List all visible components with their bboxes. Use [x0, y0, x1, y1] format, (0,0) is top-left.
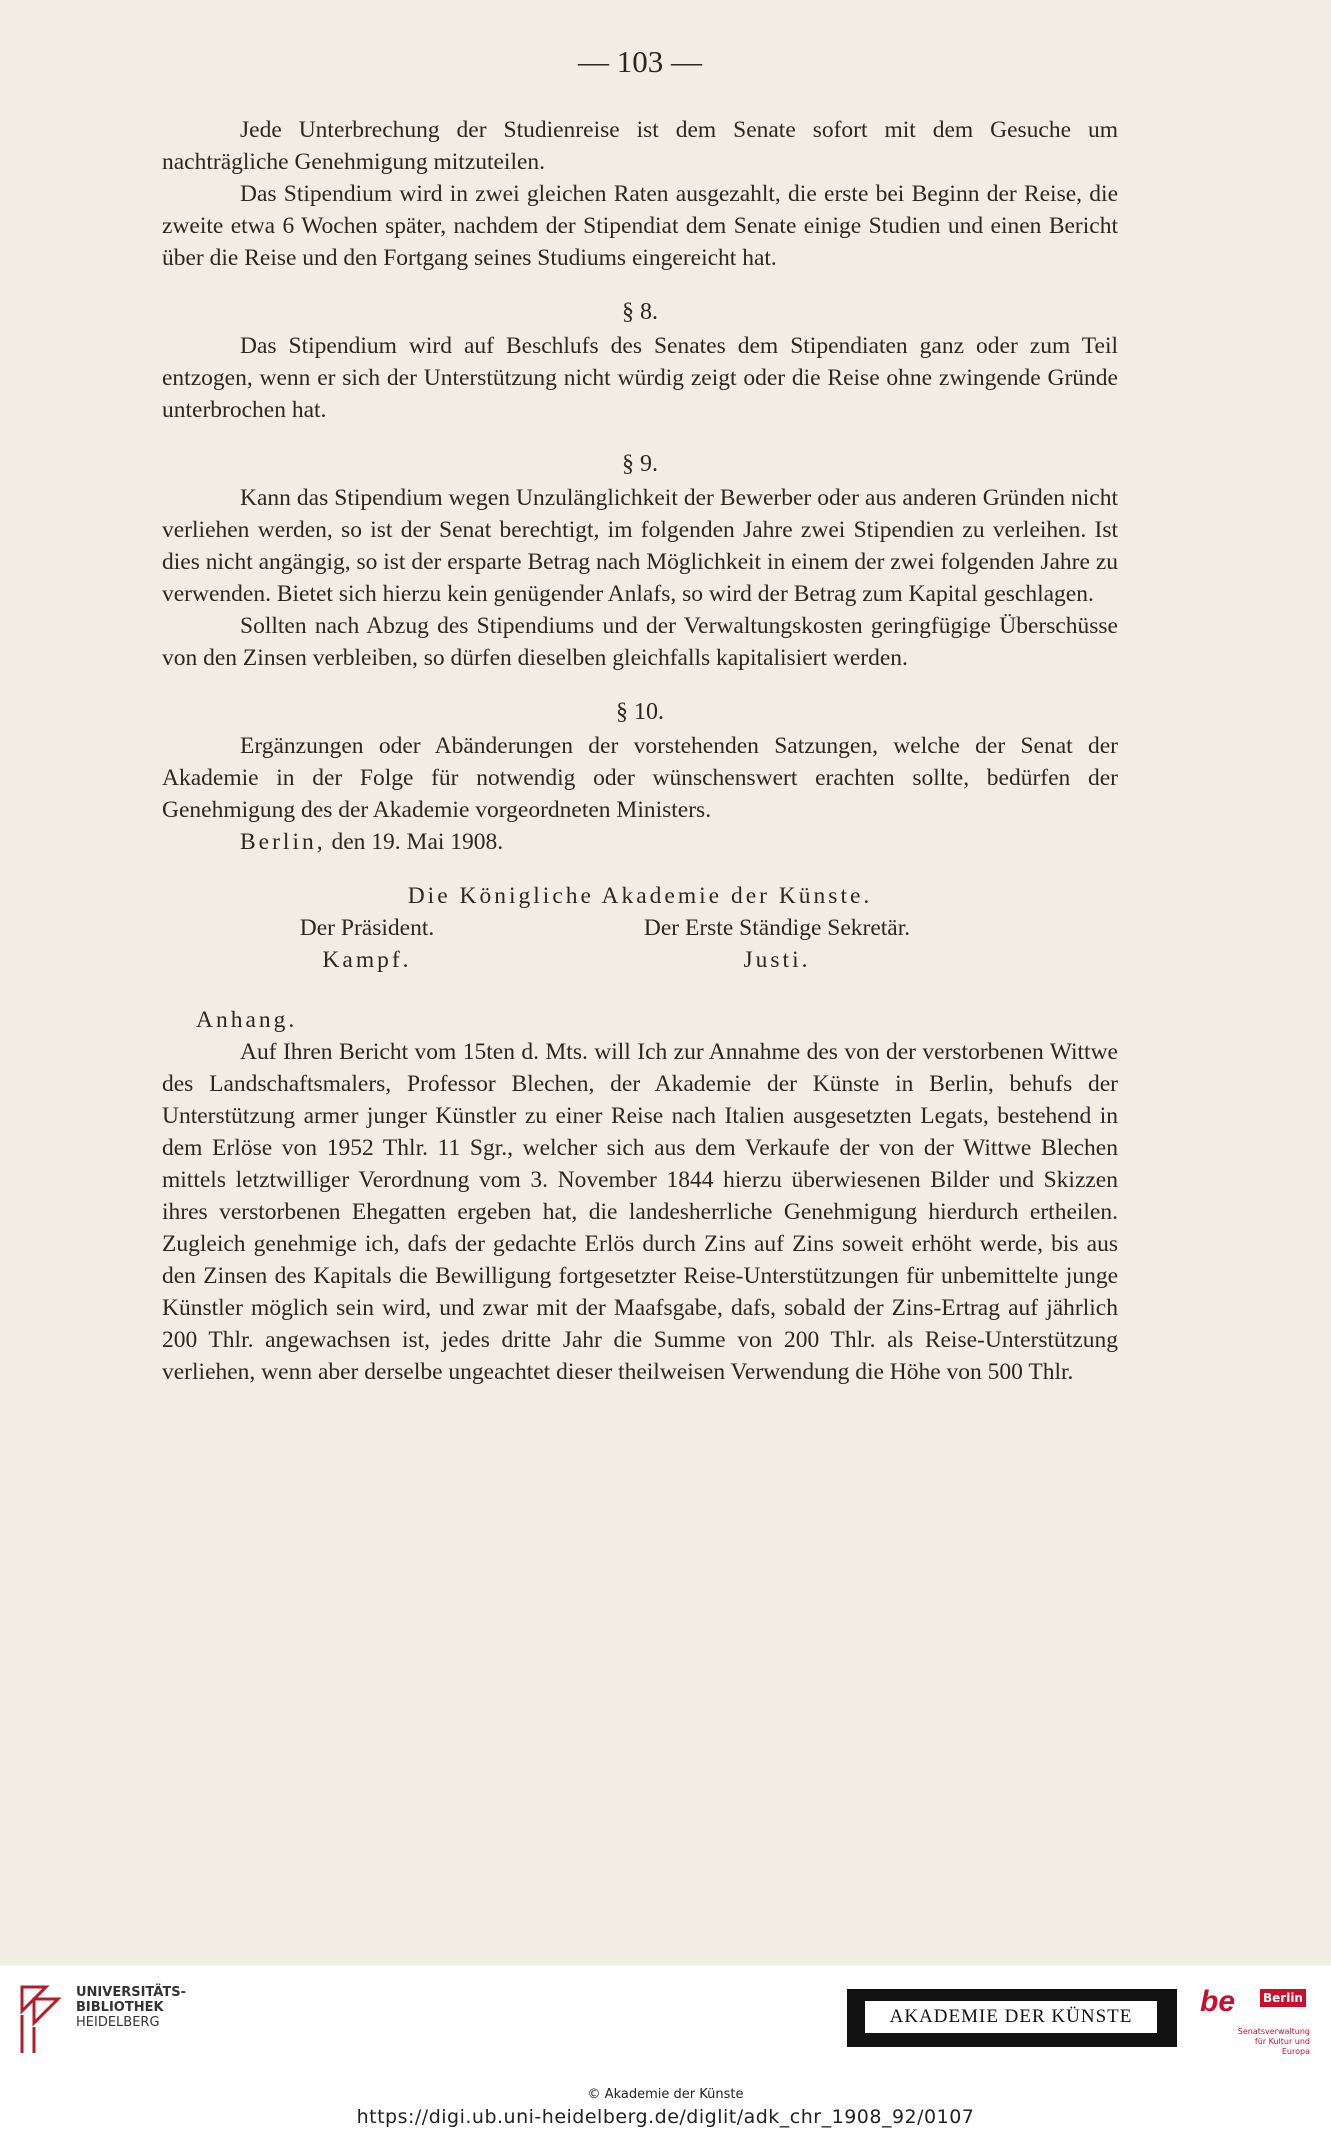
signature-right-title: Der Erste Ständige Sekretär. [643, 915, 911, 941]
paragraph-not-awarded: Kann das Stipendium wegen Unzulänglichkeit der Bewerber oder aus anderen Gründen nicht verliehen werden, so ist der Senat berechtigt, im folgenden Jahre zwei Stipendien zu verleihen. Ist dies nicht angängig, so ist der ersparte Betrag nach Möglichkeit in einem der zwei folgenden Jahre zu verwenden. Bietet sich hierzu kein genügender Anlafs, so wird der Betrag zum Kapital geschlagen. [162, 485, 1118, 607]
signature-right-name: Justi. [743, 947, 811, 973]
signature-left-title: Der Präsident. [299, 915, 435, 941]
signature-row-names [162, 944, 1118, 976]
permalink-url[interactable]: https://digi.ub.uni-heidelberg.de/diglit/adk_chr_1908_92/0107 [356, 2106, 975, 2128]
anhang-heading: Anhang. [196, 1007, 298, 1033]
ub-heidelberg-logo[interactable] [16, 1985, 186, 2055]
section-10-heading: § 10. [616, 699, 664, 725]
paragraph-interruption: Jede Unterbrechung der Studienreise ist dem Senate sofort mit dem Gesuche um nachträgliche Genehmigung mitzuteilen. [162, 117, 1118, 175]
ub-line-3: HEIDELBERG [76, 2015, 160, 2030]
be-berlin-logo[interactable] [1200, 1985, 1312, 2056]
date-line [162, 826, 1118, 858]
ub-heidelberg-logo-icon [16, 1985, 64, 2055]
ub-heidelberg-text [76, 1985, 186, 2030]
date-place: Berlin, [240, 829, 326, 855]
viewer-footer [0, 1965, 1331, 2137]
ub-line-1: UNIVERSITÄTS- [76, 1985, 186, 2000]
ub-line-2: BIBLIOTHEK [76, 2000, 164, 2015]
paragraph-amendments: Ergänzungen oder Abänderungen der vorstehenden Satzungen, welche der Senat der Akademie in der Folge für notwendig oder wünschenswert erachten sollte, bedürfen der Genehmigung des der Akademie vorgeordneten Ministers. [162, 733, 1118, 823]
be-berlin-subtitle: Senatsverwaltung für Kultur und Europa [1237, 2027, 1310, 2056]
akademie-der-kuenste-logo[interactable] [847, 1989, 1177, 2047]
signature-institution: Die Königliche Akademie der Künste. [407, 883, 873, 909]
page-number: — 103 — [578, 44, 702, 79]
anhang-text: Auf Ihren Bericht vom 15ten d. Mts. will Ich zur Annahme des von der verstorbenen Wittwe des Landschaftsmalers, Professor Blechen, der Akademie der Künste in Berlin, behufs der Unterstützung armer junger Künstler zu einer Reise nach Italien ausgesetzten Legats, bestehend in dem Erlöse von 1952 Thlr. 11 Sgr., welcher sich aus dem Verkaufe der von der Wittwe Blechen mittels letztwilliger Verordnung vom 3. November 1844 hierzu überwiesenen Bilder und Skizzen ihres verstorbenen Ehegatten ergeben hat, die landesherrliche Genehmigung hierdurch ertheilen. Zugleich genehmige ich, dafs der gedachte Erlös durch Zins auf Zins soweit erhöht werde, bis aus den Zinsen des Kapitals die Bewilligung fortgesetzter Reise-Unterstützungen für unbemittelte junge Künstler möglich sein wird, und zwar mit der Maafsgabe, dafs, sobald der Zins-Ertrag auf jährlich 200 Thlr. angewachsen ist, jedes dritte Jahr die Summe von 200 Thlr. als Reise-Unterstützung verliehen, wenn aber derselbe ungeachtet dieser theilweisen Verwendung die Höhe von 500 Thlr. [162, 1039, 1118, 1385]
paragraph-payment: Das Stipendium wird in zwei gleichen Raten ausgezahlt, die erste bei Beginn der Reise, die zweite etwa 6 Wochen später, nachdem der Stipendiat dem Senate einige Studien und einen Bericht über die Reise und den Fortgang seines Studiums eingereicht hat. [162, 181, 1118, 271]
be-berlin-word: be [1200, 1985, 1236, 2018]
signature-left-name: Kampf. [322, 947, 412, 973]
section-9-heading: § 9. [622, 451, 658, 477]
be-berlin-badge: Berlin [1260, 1989, 1306, 2007]
page-content [162, 40, 1118, 1388]
paragraph-withdrawal: Das Stipendium wird auf Beschlufs des Senates dem Stipendiaten ganz oder zum Teil entzogen, wenn er sich der Unterstützung nicht würdig zeigt oder die Reise ohne zwingende Gründe unterbrochen hat. [162, 333, 1118, 423]
section-8-heading: § 8. [622, 299, 658, 325]
date-rest: den 19. Mai 1908. [325, 829, 504, 855]
signature-row-titles [162, 912, 1118, 944]
akademie-logo-text: AKADEMIE DER KÜNSTE [865, 2001, 1157, 2033]
paragraph-surplus: Sollten nach Abzug des Stipendiums und der Verwaltungskosten geringfügige Überschüsse von den Zinsen verbleiben, so dürfen dieselben gleichfalls kapitalisiert werden. [162, 613, 1118, 671]
copyright-notice: © Akademie der Künste [587, 2087, 744, 2102]
